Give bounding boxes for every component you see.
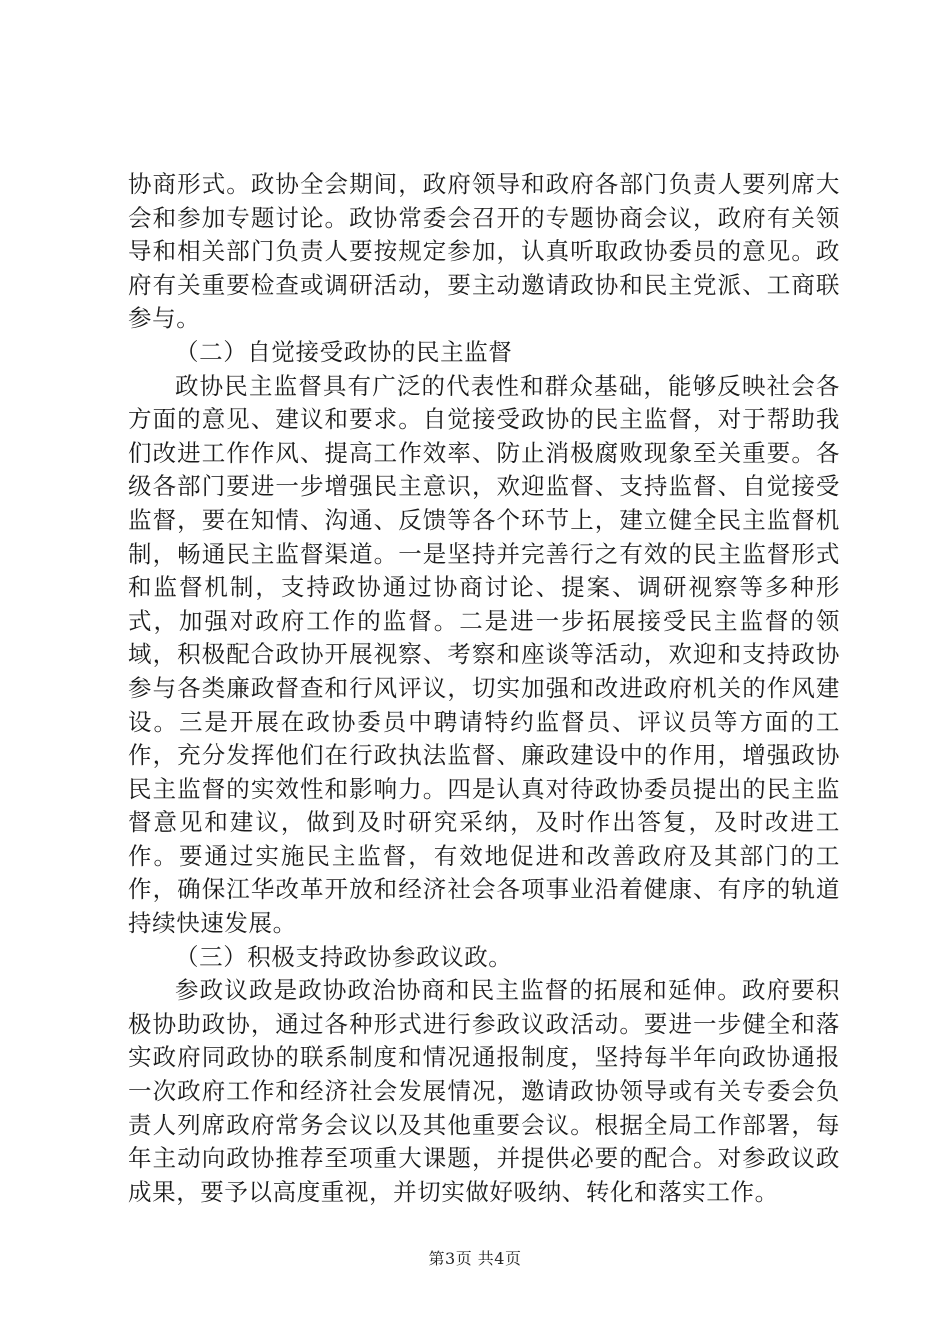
paragraph-democratic-supervision: 政协民主监督具有广泛的代表性和群众基础，能够反映社会各方面的意见、建议和要求。自觉接受政协的民主监督，对于帮助我们改进工作作风、提高工作效率、防止消极腐败现象至关重要。各级各部门要进一步增强民主意识，欢迎监督、支持监督、自觉接受监督，要在知情、沟通、反馈等各个环节上，建立健全民主监督机制，畅通民主监督渠道。一是坚持并完善行之有效的民主监督形式和监督机制，支持政协通过协商讨论、提案、调研视察等多种形式，加强对政府工作的监督。二是进一步拓展接受民主监督的领域，积极配合政协开展视察、考察和座谈等活动，欢迎和支持政协参与各类廉政督查和行风评议，切实加强和改进政府机关的作风建设。三是开展在政协委员中聘请特约监督员、评议员等方面的工作，充分发挥他们在行政执法监督、廉政建设中的作用，增强政协民主监督的实效性和影响力。四是认真对待政协委员提出的民主监督意见和建议，做到及时研究采纳，及时作出答复，及时改进工作。要通过实施民主监督，有效地促进和改善政府及其部门的工作，确保江华改革开放和经济社会各项事业沿着健康、有序的轨道持续快速发展。 [128, 371, 840, 938]
page-number-footer: 第3页 共4页 [428, 1249, 522, 1268]
section-heading-two: （二）自觉接受政协的民主监督 [175, 337, 513, 366]
paragraph-continued: 协商形式。政协全会期间，政府领导和政府各部门负责人要列席大会和参加专题讨论。政协常委会召开的专题协商会议，政府有关领导和相关部门负责人要按规定参加，认真听取政协委员的意见。政府有关重要检查或调研活动，要主动邀请政协和民主党派、工商联参与。 [128, 170, 840, 333]
section-heading-three: （三）积极支持政协参政议政。 [175, 942, 513, 971]
paragraph-participation: 参政议政是政协政治协商和民主监督的拓展和延伸。政府要积极协助政协，通过各种形式进行参政议政活动。要进一步健全和落实政府同政协的联系制度和情况通报制度，坚持每半年向政协通报一次政府工作和经济社会发展情况，邀请政协领导或有关专委会负责人列席政府常务会议以及其他重要会议。根据全局工作部署，每年主动向政协推荐至项重大课题，并提供必要的配合。对参政议政成果，要予以高度重视，并切实做好吸纳、转化和落实工作。 [128, 976, 840, 1206]
document-body [128, 168, 840, 1209]
